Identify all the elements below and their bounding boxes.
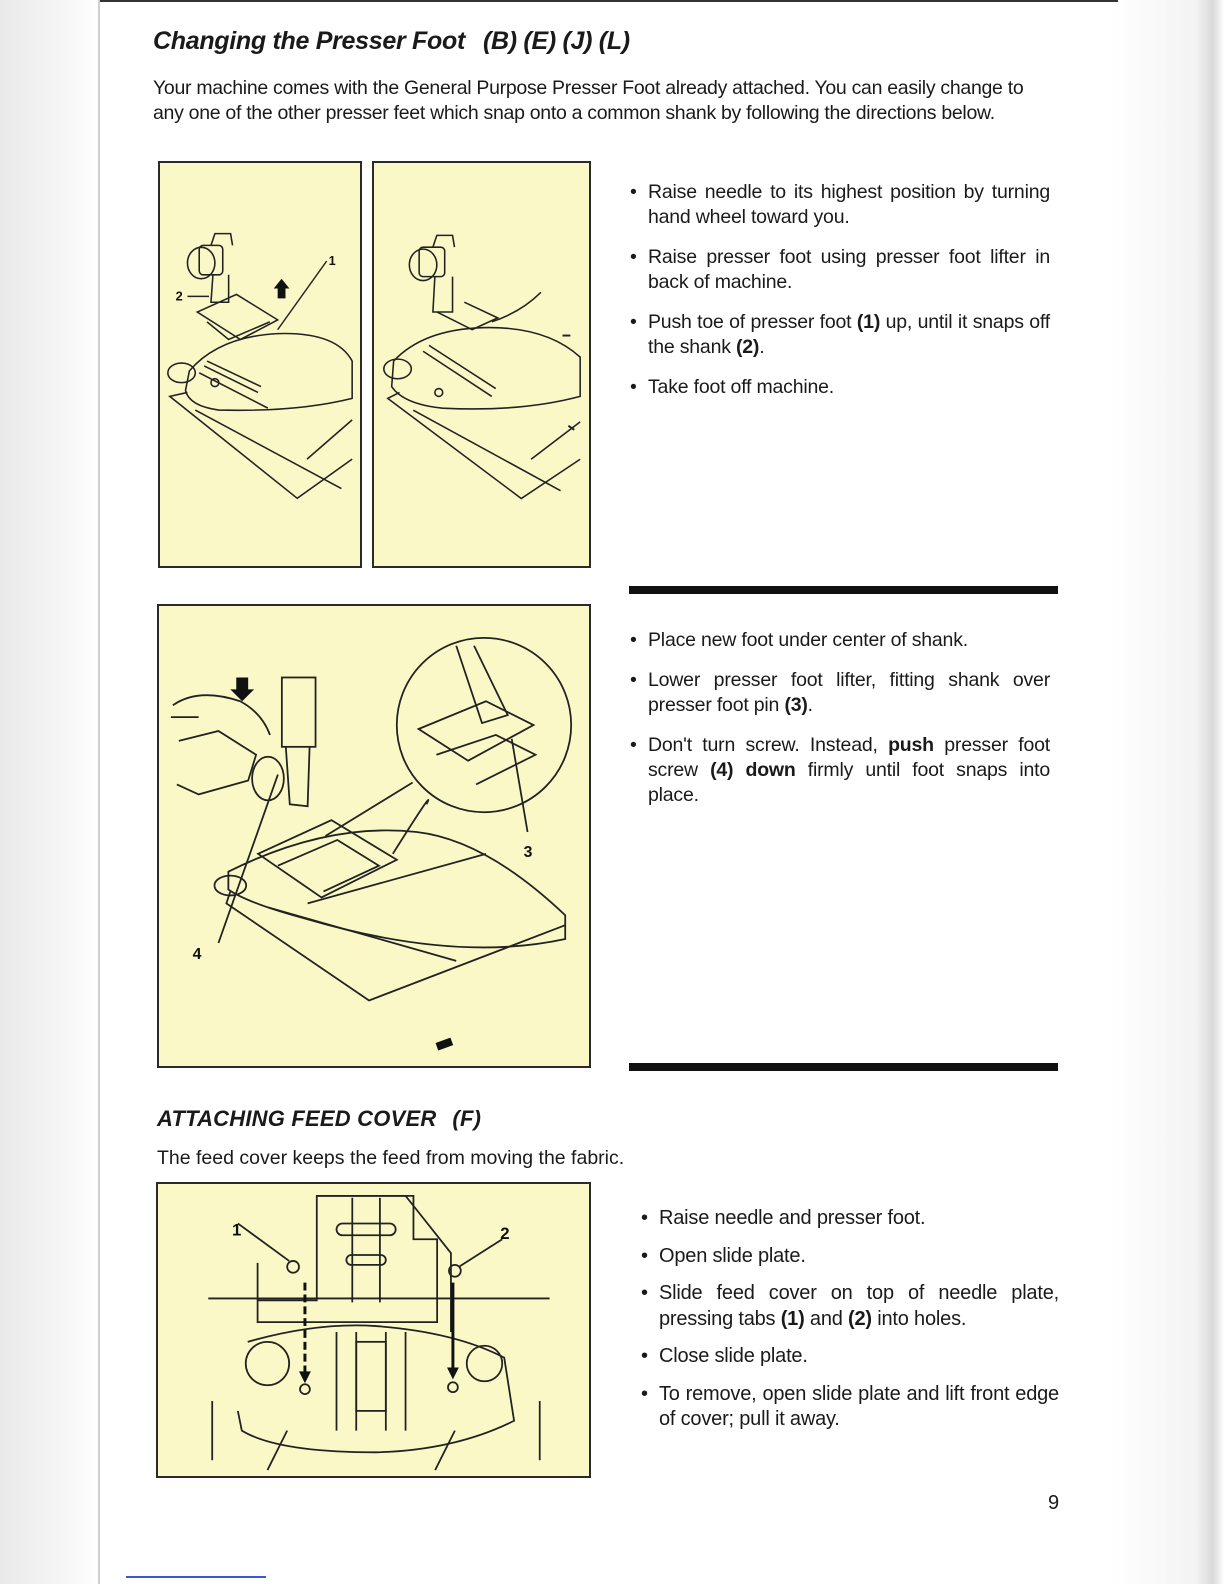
section-title-text: Changing the Presser Foot xyxy=(153,27,465,55)
divider-bar xyxy=(629,586,1058,594)
list-item: • Close slide plate. xyxy=(641,1344,1059,1370)
bottom-accent-line xyxy=(126,1576,266,1578)
page-right-edge xyxy=(1112,0,1224,1584)
list-item: • Raise needle and presser foot. xyxy=(641,1206,1059,1232)
feed-cover-title-text: ATTACHING FEED COVER xyxy=(157,1106,437,1131)
figure-remove-foot-a xyxy=(158,161,362,568)
section-title-codes: (B) (E) (J) (L) xyxy=(482,27,630,55)
divider-bar-2 xyxy=(629,1063,1058,1071)
left-rule xyxy=(98,0,100,1584)
top-rule xyxy=(98,0,1118,2)
list-item: • Push toe of presser foot (1) up, until it snaps off the shank (2). xyxy=(630,310,1050,360)
label-1: 1 xyxy=(328,252,336,268)
figure-attach-foot xyxy=(157,604,591,1068)
list-item: • Raise needle to its highest position by turning hand wheel toward you. xyxy=(630,180,1050,230)
label-2: 2 xyxy=(500,1224,510,1244)
figure-feed-cover xyxy=(156,1182,591,1478)
section-intro: Your machine comes with the General Purpose Presser Foot already attached. You can easily change to any one of the other presser feet which snap onto a common shank by following the directions below. xyxy=(153,77,1024,124)
list-item: • To remove, open slide plate and lift front edge of cover; pull it away. xyxy=(641,1382,1059,1433)
list-item: • Slide feed cover on top of needle plate, pressing tabs (1) and (2) into holes. xyxy=(641,1281,1059,1332)
section-title xyxy=(153,27,630,56)
list-item: • Don't turn screw. Instead, push presser foot screw (4) down firmly until foot snaps into place. xyxy=(630,733,1050,808)
feed-cover-codes: (F) xyxy=(452,1106,482,1131)
figure-remove-foot-b xyxy=(372,161,591,568)
feed-cover-title xyxy=(157,1106,481,1132)
attach-steps-list xyxy=(630,628,1050,823)
remove-steps-list xyxy=(630,180,1050,415)
feed-cover-steps-list xyxy=(641,1206,1059,1445)
list-item: • Take foot off machine. xyxy=(630,375,1050,400)
label-3: 3 xyxy=(523,843,533,861)
list-item: • Place new foot under center of shank. xyxy=(630,628,1050,653)
list-item: • Raise presser foot using presser foot lifter in back of machine. xyxy=(630,245,1050,295)
label-1: 1 xyxy=(231,1220,242,1240)
list-item: • Open slide plate. xyxy=(641,1244,1059,1270)
feed-cover-intro: The feed cover keeps the feed from moving the fabric. xyxy=(157,1147,625,1169)
page-number: 9 xyxy=(1048,1492,1060,1514)
list-item: • Lower presser foot lifter, fitting shank over presser foot pin (3). xyxy=(630,668,1050,718)
label-2: 2 xyxy=(175,288,183,304)
page-left-shadow xyxy=(0,0,100,1584)
label-4: 4 xyxy=(192,945,202,963)
